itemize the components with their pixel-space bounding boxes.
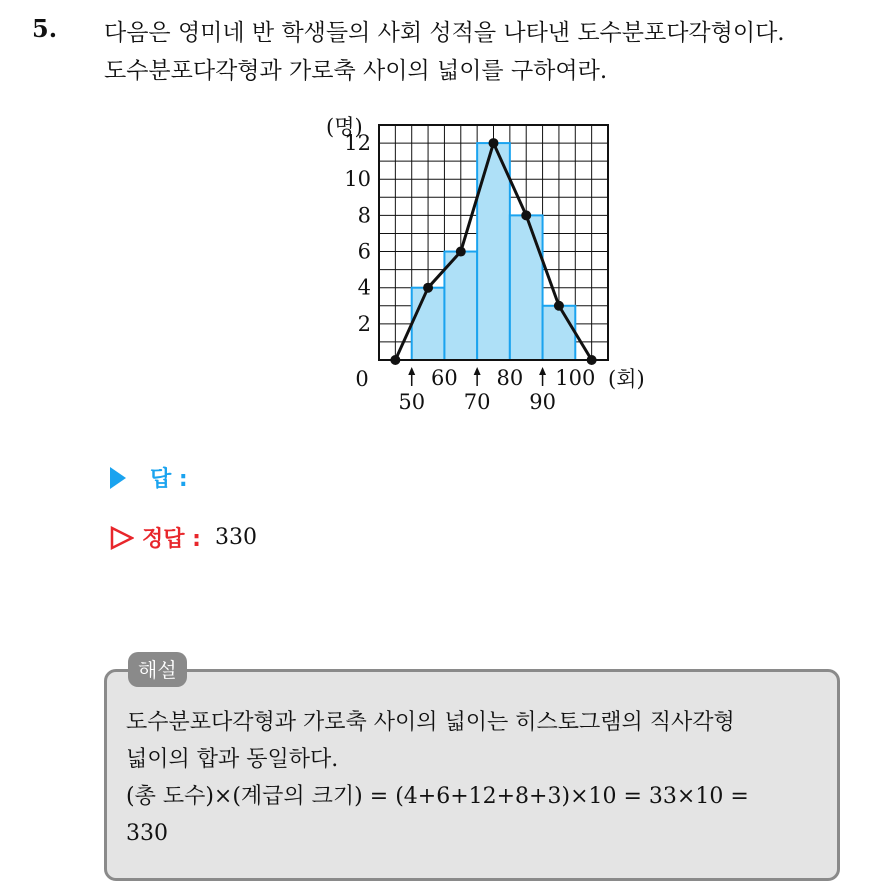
histogram-bar bbox=[543, 306, 576, 360]
play-triangle bbox=[110, 467, 126, 489]
answer-row bbox=[110, 462, 188, 493]
x-tick-label: 90 bbox=[529, 390, 556, 414]
outline-triangle bbox=[112, 528, 132, 548]
y-tick-label: 4 bbox=[357, 275, 371, 300]
histogram-bar bbox=[510, 215, 543, 360]
question-text bbox=[104, 14, 874, 90]
x-tick-label: 80 bbox=[496, 366, 524, 390]
polygon-point bbox=[423, 283, 433, 293]
polygon-point bbox=[489, 138, 499, 148]
polygon-point bbox=[587, 355, 597, 365]
x-tick-arrowhead bbox=[408, 367, 415, 375]
y-axis-label: (명) bbox=[326, 115, 363, 139]
explanation-text bbox=[126, 704, 836, 852]
histogram-bar bbox=[412, 288, 445, 360]
y-tick-label: 10 bbox=[344, 167, 371, 192]
question-number: 5. bbox=[32, 14, 58, 43]
x-tick-label: 100 bbox=[555, 366, 596, 390]
x-tick-label: 70 bbox=[463, 390, 491, 414]
y-tick-label: 2 bbox=[357, 311, 371, 336]
polygon-point bbox=[456, 247, 466, 257]
play-outline-icon bbox=[110, 526, 134, 550]
x-tick-arrowhead bbox=[539, 367, 546, 375]
explanation-line-3: (총 도수)×(계급의 크기) = (4+6+12+8+3)×10 = 33×10 = bbox=[126, 784, 749, 809]
y-tick-label: 12 bbox=[344, 131, 371, 156]
x-tick-label: 60 bbox=[431, 366, 458, 390]
frequency-polygon-chart bbox=[318, 114, 648, 414]
polygon-point bbox=[521, 210, 531, 220]
x-tick-label: 50 bbox=[398, 390, 426, 414]
explanation-line-1: 도수분포다각형과 가로축 사이의 넓이는 히스토그램의 직사각형 bbox=[126, 710, 735, 735]
correct-answer-row bbox=[110, 522, 257, 553]
histogram-bar bbox=[477, 143, 510, 360]
correct-answer-value: 330 bbox=[214, 525, 257, 550]
explanation-tag: 해설 bbox=[128, 652, 187, 687]
answer-label: 답 : bbox=[150, 467, 188, 492]
polygon-point bbox=[390, 355, 400, 365]
y-tick-label: 8 bbox=[357, 203, 371, 228]
question-line-2: 도수분포다각형과 가로축 사이의 넓이를 구하여라. bbox=[104, 58, 608, 84]
question-line-1: 다음은 영미네 반 학생들의 사회 성적을 나타낸 도수분포다각형이다. bbox=[104, 20, 785, 46]
x-axis-label: (회) bbox=[608, 367, 645, 391]
explanation-line-4: 330 bbox=[126, 821, 168, 846]
y-tick-label: 6 bbox=[357, 239, 371, 264]
explanation-line-2: 넓이의 합과 동일하다. bbox=[126, 747, 339, 772]
histogram-bar bbox=[444, 252, 477, 360]
polygon-point bbox=[554, 301, 564, 311]
origin-label: 0 bbox=[355, 367, 369, 391]
play-icon bbox=[110, 467, 126, 489]
x-tick-arrowhead bbox=[474, 367, 481, 375]
correct-answer-label: 정답 : bbox=[142, 527, 201, 552]
